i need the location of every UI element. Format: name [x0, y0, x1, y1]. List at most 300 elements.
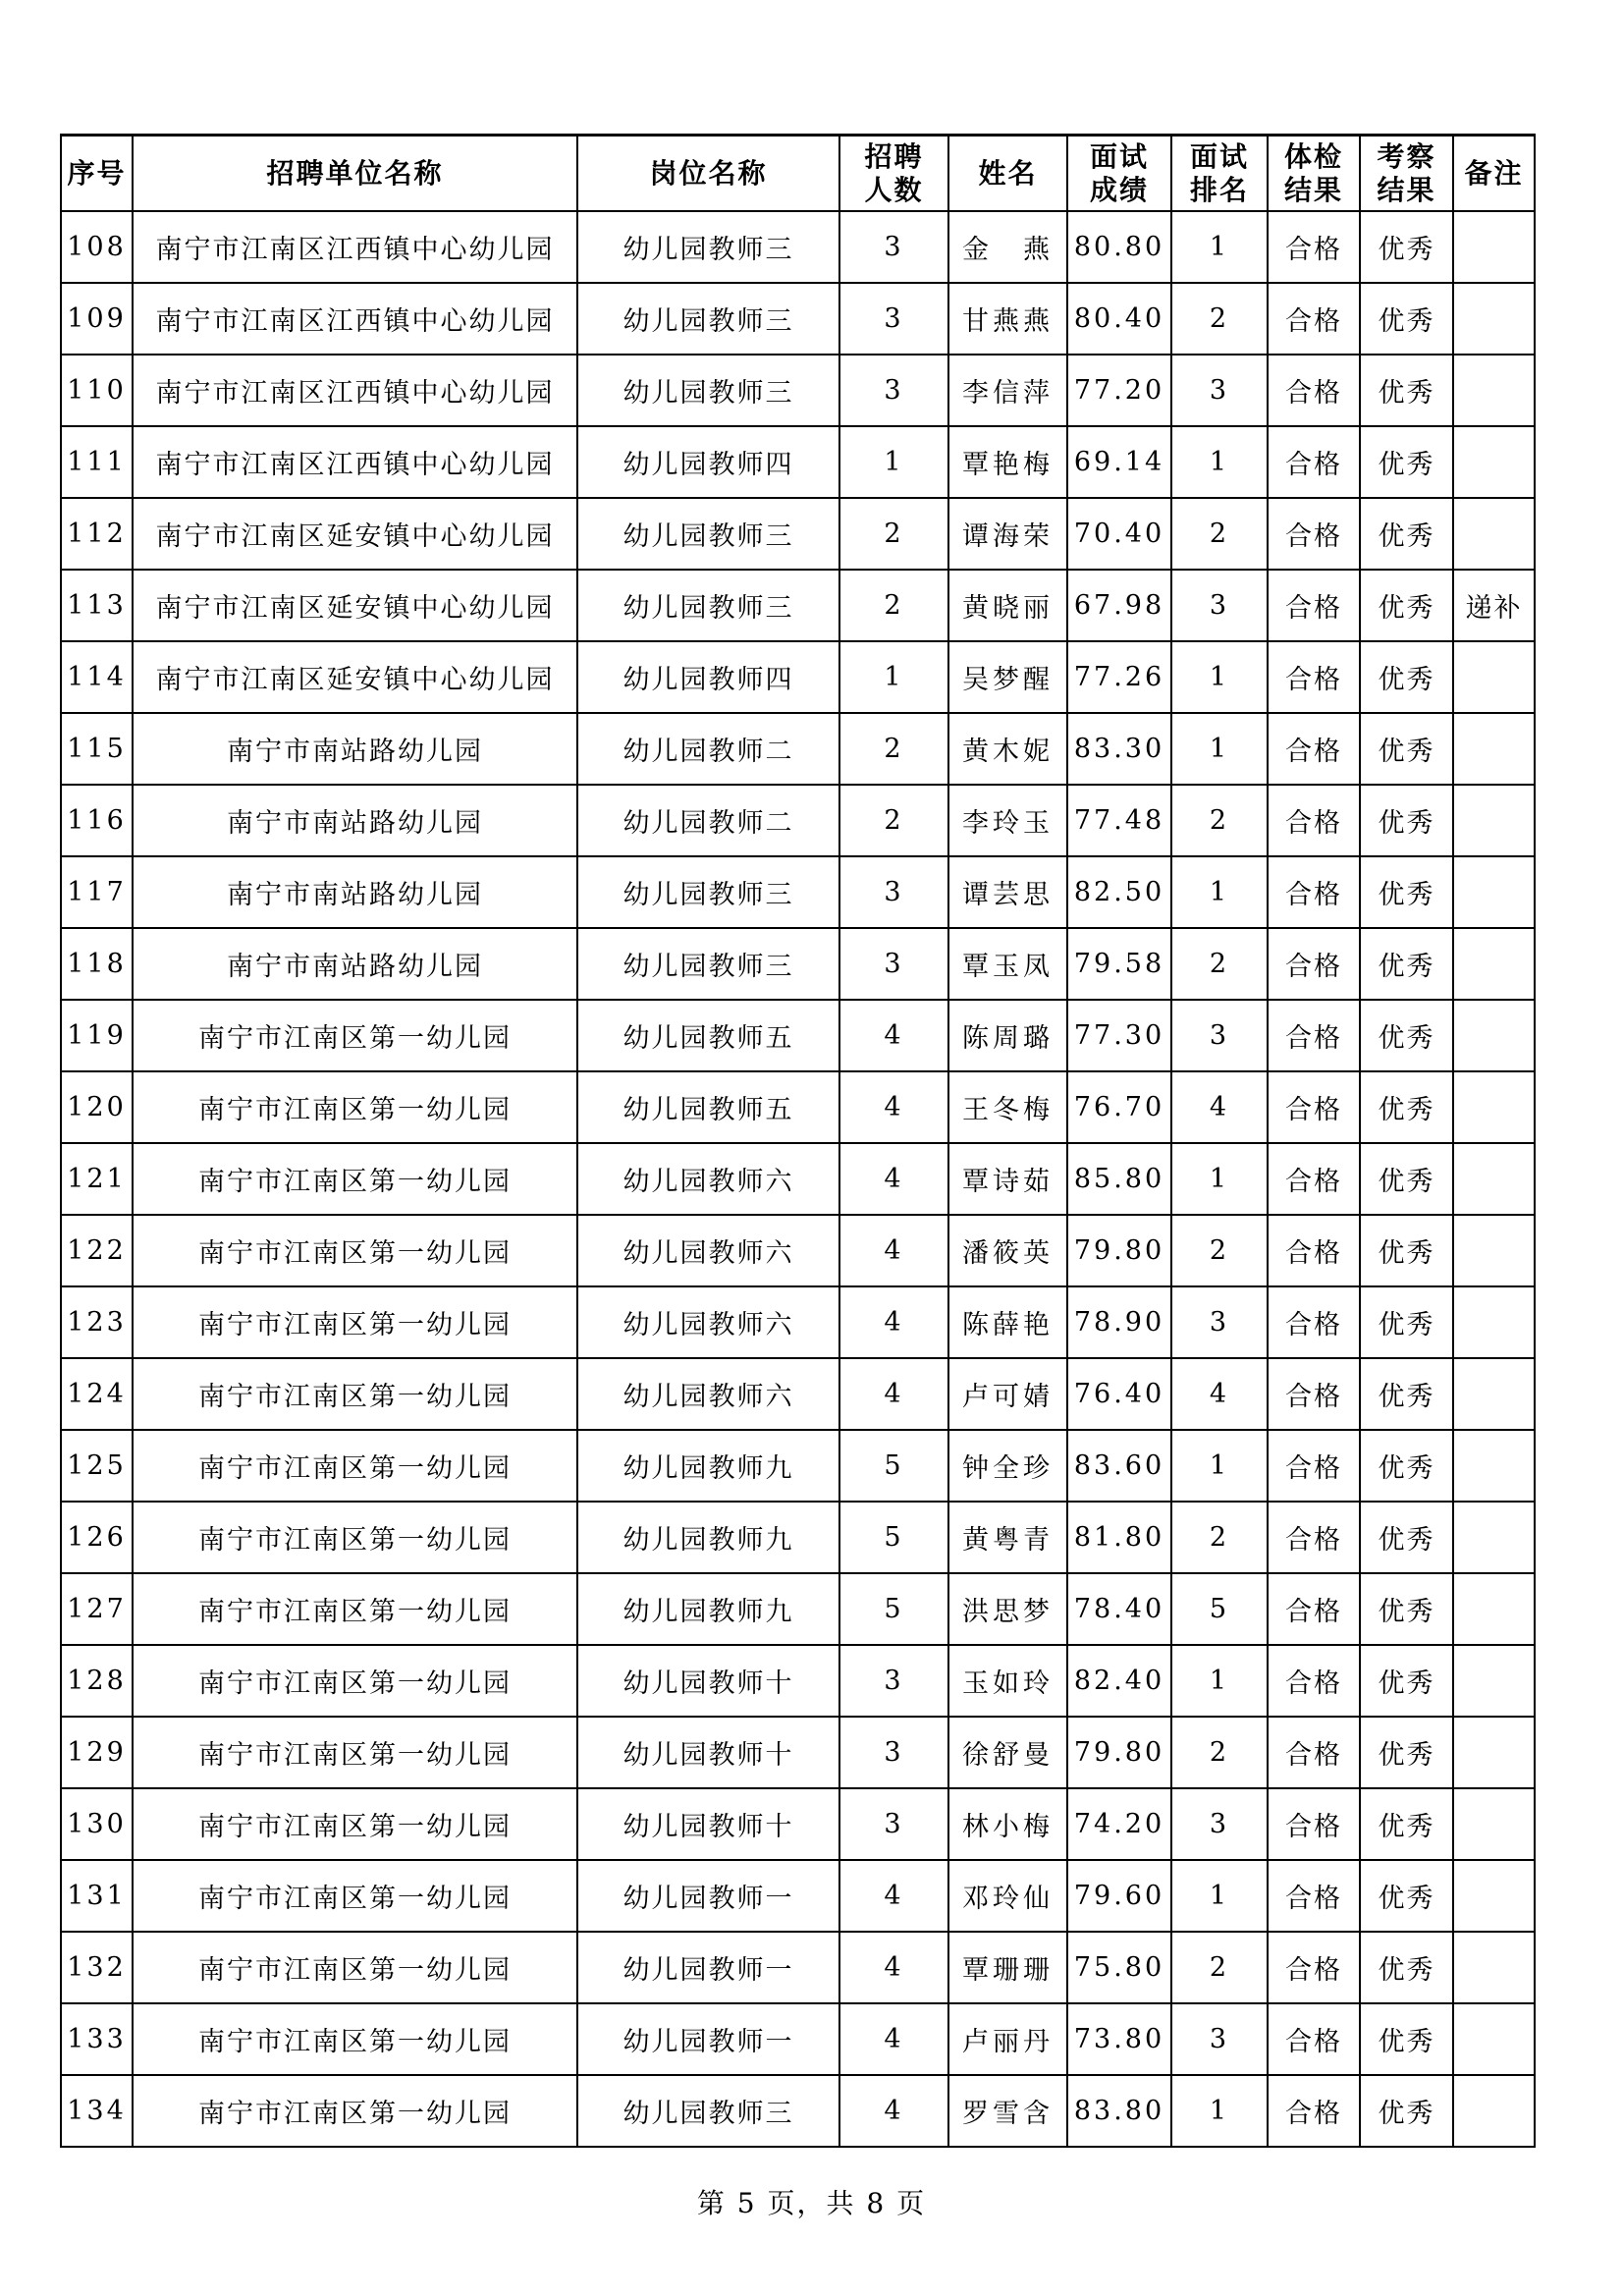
unit-cell: 南宁市江南区第一幼儿园 — [133, 1860, 577, 1932]
medical-result-cell: 合格 — [1268, 498, 1360, 570]
quota-cell: 4 — [839, 1358, 948, 1430]
unit-cell: 南宁市南站路幼儿园 — [133, 785, 577, 856]
header-score-line1: 面试 — [1089, 139, 1149, 173]
note-cell — [1453, 2075, 1535, 2147]
position-cell: 幼儿园教师六 — [577, 1215, 839, 1286]
header-score-line2: 成绩 — [1089, 173, 1149, 206]
note-cell — [1453, 1143, 1535, 1215]
quota-cell: 3 — [839, 1717, 948, 1788]
unit-cell: 南宁市江南区延安镇中心幼儿园 — [133, 641, 577, 713]
quota-cell: 5 — [839, 1502, 948, 1573]
name-cell: 潘筱英 — [948, 1215, 1067, 1286]
medical-result-cell: 合格 — [1268, 1932, 1360, 2003]
name-cell: 钟全珍 — [948, 1430, 1067, 1502]
note-cell — [1453, 426, 1535, 498]
rank-cell: 1 — [1171, 426, 1268, 498]
score-cell: 74.20 — [1067, 1788, 1171, 1860]
table-row — [61, 928, 1535, 1000]
review-result-cell: 优秀 — [1360, 570, 1453, 641]
score-cell: 83.80 — [1067, 2075, 1171, 2147]
seq-cell: 130 — [61, 1788, 133, 1860]
seq-cell: 132 — [61, 1932, 133, 2003]
seq-cell: 108 — [61, 211, 133, 283]
name-cell: 陈周璐 — [948, 1000, 1067, 1071]
name-cell: 卢可婧 — [948, 1358, 1067, 1430]
header-medical — [1268, 136, 1360, 212]
unit-cell: 南宁市江南区第一幼儿园 — [133, 1502, 577, 1573]
review-result-cell: 优秀 — [1360, 211, 1453, 283]
note-cell — [1453, 1502, 1535, 1573]
name-cell: 林小梅 — [948, 1788, 1067, 1860]
unit-cell: 南宁市江南区第一幼儿园 — [133, 1430, 577, 1502]
quota-cell: 3 — [839, 211, 948, 283]
name-cell: 甘燕燕 — [948, 283, 1067, 355]
position-cell: 幼儿园教师三 — [577, 283, 839, 355]
name-cell: 玉如玲 — [948, 1645, 1067, 1717]
position-cell: 幼儿园教师一 — [577, 2003, 839, 2075]
header-rank-line1: 面试 — [1189, 139, 1249, 173]
review-result-cell: 优秀 — [1360, 283, 1453, 355]
header-quota — [839, 136, 948, 212]
medical-result-cell: 合格 — [1268, 2003, 1360, 2075]
review-result-cell: 优秀 — [1360, 1860, 1453, 1932]
rank-cell: 1 — [1171, 713, 1268, 785]
rank-cell: 3 — [1171, 1000, 1268, 1071]
review-result-cell: 优秀 — [1360, 1358, 1453, 1430]
rank-cell: 3 — [1171, 2003, 1268, 2075]
table-row — [61, 1860, 1535, 1932]
score-cell: 80.40 — [1067, 283, 1171, 355]
medical-result-cell: 合格 — [1268, 856, 1360, 928]
medical-result-cell: 合格 — [1268, 1645, 1360, 1717]
table-row — [61, 1788, 1535, 1860]
unit-cell: 南宁市江南区江西镇中心幼儿园 — [133, 426, 577, 498]
seq-cell: 115 — [61, 713, 133, 785]
table-row — [61, 1286, 1535, 1358]
medical-result-cell: 合格 — [1268, 1071, 1360, 1143]
unit-cell: 南宁市江南区江西镇中心幼儿园 — [133, 211, 577, 283]
quota-cell: 4 — [839, 2003, 948, 2075]
seq-cell: 128 — [61, 1645, 133, 1717]
position-cell: 幼儿园教师二 — [577, 785, 839, 856]
score-cell: 83.30 — [1067, 713, 1171, 785]
header-score — [1067, 136, 1171, 212]
rank-cell: 1 — [1171, 1645, 1268, 1717]
table-row — [61, 713, 1535, 785]
unit-cell: 南宁市江南区江西镇中心幼儿园 — [133, 355, 577, 426]
table-row — [61, 1645, 1535, 1717]
table-row — [61, 570, 1535, 641]
seq-cell: 111 — [61, 426, 133, 498]
review-result-cell: 优秀 — [1360, 1502, 1453, 1573]
unit-cell: 南宁市南站路幼儿园 — [133, 928, 577, 1000]
position-cell: 幼儿园教师三 — [577, 928, 839, 1000]
seq-cell: 114 — [61, 641, 133, 713]
medical-result-cell: 合格 — [1268, 1788, 1360, 1860]
score-cell: 79.58 — [1067, 928, 1171, 1000]
note-cell — [1453, 1932, 1535, 2003]
table-row — [61, 355, 1535, 426]
unit-cell: 南宁市江南区第一幼儿园 — [133, 1358, 577, 1430]
rank-cell: 4 — [1171, 1071, 1268, 1143]
score-cell: 83.60 — [1067, 1430, 1171, 1502]
note-cell — [1453, 498, 1535, 570]
note-cell — [1453, 1573, 1535, 1645]
note-cell — [1453, 856, 1535, 928]
table-row — [61, 1000, 1535, 1071]
seq-cell: 125 — [61, 1430, 133, 1502]
table-row — [61, 211, 1535, 283]
score-cell: 85.80 — [1067, 1143, 1171, 1215]
rank-cell: 2 — [1171, 498, 1268, 570]
rank-cell: 1 — [1171, 1143, 1268, 1215]
name-cell: 黄粤青 — [948, 1502, 1067, 1573]
position-cell: 幼儿园教师三 — [577, 2075, 839, 2147]
header-review-line1: 考察 — [1377, 139, 1436, 173]
table-row — [61, 2003, 1535, 2075]
header-medical-line1: 体检 — [1283, 139, 1343, 173]
header-rank — [1171, 136, 1268, 212]
score-cell: 79.60 — [1067, 1860, 1171, 1932]
rank-cell: 2 — [1171, 1932, 1268, 2003]
review-result-cell: 优秀 — [1360, 928, 1453, 1000]
note-cell — [1453, 1071, 1535, 1143]
position-cell: 幼儿园教师三 — [577, 211, 839, 283]
note-cell — [1453, 211, 1535, 283]
seq-cell: 127 — [61, 1573, 133, 1645]
seq-cell: 122 — [61, 1215, 133, 1286]
unit-cell: 南宁市江南区延安镇中心幼儿园 — [133, 498, 577, 570]
medical-result-cell: 合格 — [1268, 1000, 1360, 1071]
review-result-cell: 优秀 — [1360, 2075, 1453, 2147]
header-position: 岗位名称 — [577, 136, 839, 212]
position-cell: 幼儿园教师六 — [577, 1358, 839, 1430]
score-cell: 76.40 — [1067, 1358, 1171, 1430]
score-cell: 77.26 — [1067, 641, 1171, 713]
medical-result-cell: 合格 — [1268, 1860, 1360, 1932]
score-cell: 70.40 — [1067, 498, 1171, 570]
score-cell: 77.48 — [1067, 785, 1171, 856]
seq-cell: 117 — [61, 856, 133, 928]
table-row — [61, 1143, 1535, 1215]
quota-cell: 4 — [839, 1143, 948, 1215]
medical-result-cell: 合格 — [1268, 1358, 1360, 1430]
table-row — [61, 1717, 1535, 1788]
unit-cell: 南宁市南站路幼儿园 — [133, 713, 577, 785]
unit-cell: 南宁市江南区第一幼儿园 — [133, 1932, 577, 2003]
seq-cell: 112 — [61, 498, 133, 570]
note-cell — [1453, 1286, 1535, 1358]
table-row — [61, 1932, 1535, 2003]
score-cell: 76.70 — [1067, 1071, 1171, 1143]
review-result-cell: 优秀 — [1360, 498, 1453, 570]
name-cell: 覃诗茹 — [948, 1143, 1067, 1215]
quota-cell: 4 — [839, 1071, 948, 1143]
review-result-cell: 优秀 — [1360, 1717, 1453, 1788]
seq-cell: 123 — [61, 1286, 133, 1358]
position-cell: 幼儿园教师九 — [577, 1430, 839, 1502]
table-row — [61, 856, 1535, 928]
seq-cell: 133 — [61, 2003, 133, 2075]
table-row — [61, 426, 1535, 498]
medical-result-cell: 合格 — [1268, 785, 1360, 856]
note-cell — [1453, 355, 1535, 426]
name-cell: 王冬梅 — [948, 1071, 1067, 1143]
medical-result-cell: 合格 — [1268, 1215, 1360, 1286]
unit-cell: 南宁市江南区延安镇中心幼儿园 — [133, 570, 577, 641]
header-name: 姓名 — [948, 136, 1067, 212]
note-cell — [1453, 1788, 1535, 1860]
quota-cell: 4 — [839, 1215, 948, 1286]
position-cell: 幼儿园教师五 — [577, 1071, 839, 1143]
header-seq: 序号 — [61, 136, 133, 212]
name-cell: 徐舒曼 — [948, 1717, 1067, 1788]
rank-cell: 1 — [1171, 641, 1268, 713]
quota-cell: 2 — [839, 713, 948, 785]
score-cell: 78.90 — [1067, 1286, 1171, 1358]
medical-result-cell: 合格 — [1268, 426, 1360, 498]
position-cell: 幼儿园教师三 — [577, 498, 839, 570]
unit-cell: 南宁市江南区第一幼儿园 — [133, 1215, 577, 1286]
review-result-cell: 优秀 — [1360, 785, 1453, 856]
name-cell: 谭芸思 — [948, 856, 1067, 928]
header-medical-line2: 结果 — [1283, 173, 1343, 206]
note-cell — [1453, 283, 1535, 355]
review-result-cell: 优秀 — [1360, 355, 1453, 426]
seq-cell: 124 — [61, 1358, 133, 1430]
quota-cell: 3 — [839, 1645, 948, 1717]
position-cell: 幼儿园教师三 — [577, 570, 839, 641]
review-result-cell: 优秀 — [1360, 1215, 1453, 1286]
unit-cell: 南宁市江南区第一幼儿园 — [133, 1000, 577, 1071]
medical-result-cell: 合格 — [1268, 211, 1360, 283]
rank-cell: 2 — [1171, 1215, 1268, 1286]
table-row — [61, 283, 1535, 355]
name-cell: 覃玉凤 — [948, 928, 1067, 1000]
rank-cell: 2 — [1171, 1717, 1268, 1788]
rank-cell: 3 — [1171, 1286, 1268, 1358]
unit-cell: 南宁市南站路幼儿园 — [133, 856, 577, 928]
name-cell: 吴梦醒 — [948, 641, 1067, 713]
unit-cell: 南宁市江南区第一幼儿园 — [133, 1286, 577, 1358]
name-cell: 覃珊珊 — [948, 1932, 1067, 2003]
position-cell: 幼儿园教师一 — [577, 1860, 839, 1932]
rank-cell: 5 — [1171, 1573, 1268, 1645]
medical-result-cell: 合格 — [1268, 641, 1360, 713]
position-cell: 幼儿园教师一 — [577, 1932, 839, 2003]
unit-cell: 南宁市江南区第一幼儿园 — [133, 2075, 577, 2147]
unit-cell: 南宁市江南区第一幼儿园 — [133, 2003, 577, 2075]
score-cell: 79.80 — [1067, 1215, 1171, 1286]
unit-cell: 南宁市江南区第一幼儿园 — [133, 1645, 577, 1717]
header-rank-line2: 排名 — [1189, 173, 1249, 206]
note-cell — [1453, 1358, 1535, 1430]
medical-result-cell: 合格 — [1268, 1286, 1360, 1358]
position-cell: 幼儿园教师十 — [577, 1645, 839, 1717]
unit-cell: 南宁市江南区第一幼儿园 — [133, 1573, 577, 1645]
score-cell: 81.80 — [1067, 1502, 1171, 1573]
rank-cell: 3 — [1171, 1788, 1268, 1860]
quota-cell: 2 — [839, 498, 948, 570]
rank-cell: 2 — [1171, 283, 1268, 355]
seq-cell: 126 — [61, 1502, 133, 1573]
name-cell: 洪思梦 — [948, 1573, 1067, 1645]
position-cell: 幼儿园教师十 — [577, 1717, 839, 1788]
unit-cell: 南宁市江南区第一幼儿园 — [133, 1717, 577, 1788]
quota-cell: 5 — [839, 1573, 948, 1645]
quota-cell: 5 — [839, 1430, 948, 1502]
quota-cell: 3 — [839, 856, 948, 928]
review-result-cell: 优秀 — [1360, 1286, 1453, 1358]
review-result-cell: 优秀 — [1360, 1071, 1453, 1143]
review-result-cell: 优秀 — [1360, 1788, 1453, 1860]
rank-cell: 1 — [1171, 211, 1268, 283]
table-row — [61, 1358, 1535, 1430]
quota-cell: 1 — [839, 426, 948, 498]
note-cell — [1453, 1000, 1535, 1071]
quota-cell: 2 — [839, 570, 948, 641]
seq-cell: 131 — [61, 1860, 133, 1932]
header-review-line2: 结果 — [1377, 173, 1436, 206]
review-result-cell: 优秀 — [1360, 2003, 1453, 2075]
score-cell: 67.98 — [1067, 570, 1171, 641]
medical-result-cell: 合格 — [1268, 570, 1360, 641]
score-cell: 82.40 — [1067, 1645, 1171, 1717]
seq-cell: 110 — [61, 355, 133, 426]
position-cell: 幼儿园教师三 — [577, 856, 839, 928]
name-cell: 黄木妮 — [948, 713, 1067, 785]
note-cell — [1453, 1645, 1535, 1717]
medical-result-cell: 合格 — [1268, 1143, 1360, 1215]
header-quota-line1: 招聘 — [864, 139, 924, 173]
medical-result-cell: 合格 — [1268, 928, 1360, 1000]
results-table — [60, 134, 1536, 2148]
review-result-cell: 优秀 — [1360, 1932, 1453, 2003]
unit-cell: 南宁市江南区第一幼儿园 — [133, 1071, 577, 1143]
header-unit: 招聘单位名称 — [133, 136, 577, 212]
medical-result-cell: 合格 — [1268, 713, 1360, 785]
rank-cell: 1 — [1171, 1860, 1268, 1932]
seq-cell: 129 — [61, 1717, 133, 1788]
medical-result-cell: 合格 — [1268, 355, 1360, 426]
score-cell: 80.80 — [1067, 211, 1171, 283]
seq-cell: 134 — [61, 2075, 133, 2147]
position-cell: 幼儿园教师四 — [577, 426, 839, 498]
rank-cell: 2 — [1171, 1502, 1268, 1573]
review-result-cell: 优秀 — [1360, 641, 1453, 713]
score-cell: 78.40 — [1067, 1573, 1171, 1645]
table-row — [61, 1573, 1535, 1645]
table-row — [61, 1071, 1535, 1143]
name-cell: 覃艳梅 — [948, 426, 1067, 498]
score-cell: 77.20 — [1067, 355, 1171, 426]
quota-cell: 4 — [839, 2075, 948, 2147]
review-result-cell: 优秀 — [1360, 1430, 1453, 1502]
note-cell — [1453, 1860, 1535, 1932]
table-row — [61, 641, 1535, 713]
review-result-cell: 优秀 — [1360, 713, 1453, 785]
score-cell: 82.50 — [1067, 856, 1171, 928]
seq-cell: 118 — [61, 928, 133, 1000]
review-result-cell: 优秀 — [1360, 426, 1453, 498]
unit-cell: 南宁市江南区第一幼儿园 — [133, 1788, 577, 1860]
seq-cell: 121 — [61, 1143, 133, 1215]
seq-cell: 113 — [61, 570, 133, 641]
position-cell: 幼儿园教师九 — [577, 1573, 839, 1645]
note-cell — [1453, 641, 1535, 713]
seq-cell: 116 — [61, 785, 133, 856]
position-cell: 幼儿园教师十 — [577, 1788, 839, 1860]
review-result-cell: 优秀 — [1360, 1573, 1453, 1645]
rank-cell: 2 — [1171, 928, 1268, 1000]
quota-cell: 2 — [839, 785, 948, 856]
medical-result-cell: 合格 — [1268, 1573, 1360, 1645]
review-result-cell: 优秀 — [1360, 1000, 1453, 1071]
rank-cell: 1 — [1171, 2075, 1268, 2147]
seq-cell: 120 — [61, 1071, 133, 1143]
name-cell: 邓玲仙 — [948, 1860, 1067, 1932]
table-row — [61, 1215, 1535, 1286]
name-cell: 卢丽丹 — [948, 2003, 1067, 2075]
note-cell — [1453, 785, 1535, 856]
name-cell: 罗雪含 — [948, 2075, 1067, 2147]
quota-cell: 3 — [839, 1788, 948, 1860]
seq-cell: 109 — [61, 283, 133, 355]
rank-cell: 3 — [1171, 355, 1268, 426]
quota-cell: 4 — [839, 1860, 948, 1932]
medical-result-cell: 合格 — [1268, 1717, 1360, 1788]
score-cell: 73.80 — [1067, 2003, 1171, 2075]
note-cell — [1453, 928, 1535, 1000]
medical-result-cell: 合格 — [1268, 283, 1360, 355]
note-cell: 递补 — [1453, 570, 1535, 641]
position-cell: 幼儿园教师二 — [577, 713, 839, 785]
table-body — [61, 211, 1535, 2147]
quota-cell: 4 — [839, 1932, 948, 2003]
name-cell: 黄晓丽 — [948, 570, 1067, 641]
unit-cell: 南宁市江南区第一幼儿园 — [133, 1143, 577, 1215]
position-cell: 幼儿园教师六 — [577, 1143, 839, 1215]
name-cell: 陈薛艳 — [948, 1286, 1067, 1358]
seq-cell: 119 — [61, 1000, 133, 1071]
page-number: 第 5 页，共 8 页 — [696, 2187, 927, 2219]
table-row — [61, 498, 1535, 570]
medical-result-cell: 合格 — [1268, 2075, 1360, 2147]
position-cell: 幼儿园教师六 — [577, 1286, 839, 1358]
note-cell — [1453, 713, 1535, 785]
score-cell: 69.14 — [1067, 426, 1171, 498]
quota-cell: 4 — [839, 1286, 948, 1358]
table-row — [61, 1502, 1535, 1573]
unit-cell: 南宁市江南区江西镇中心幼儿园 — [133, 283, 577, 355]
header-row — [61, 136, 1535, 212]
quota-cell: 3 — [839, 928, 948, 1000]
review-result-cell: 优秀 — [1360, 1645, 1453, 1717]
review-result-cell: 优秀 — [1360, 856, 1453, 928]
name-cell: 李信萍 — [948, 355, 1067, 426]
position-cell: 幼儿园教师五 — [577, 1000, 839, 1071]
score-cell: 77.30 — [1067, 1000, 1171, 1071]
table-row — [61, 2075, 1535, 2147]
score-cell: 79.80 — [1067, 1717, 1171, 1788]
score-cell: 75.80 — [1067, 1932, 1171, 2003]
quota-cell: 3 — [839, 355, 948, 426]
position-cell: 幼儿园教师四 — [577, 641, 839, 713]
header-review — [1360, 136, 1453, 212]
name-cell: 谭海荣 — [948, 498, 1067, 570]
position-cell: 幼儿园教师九 — [577, 1502, 839, 1573]
quota-cell: 4 — [839, 1000, 948, 1071]
